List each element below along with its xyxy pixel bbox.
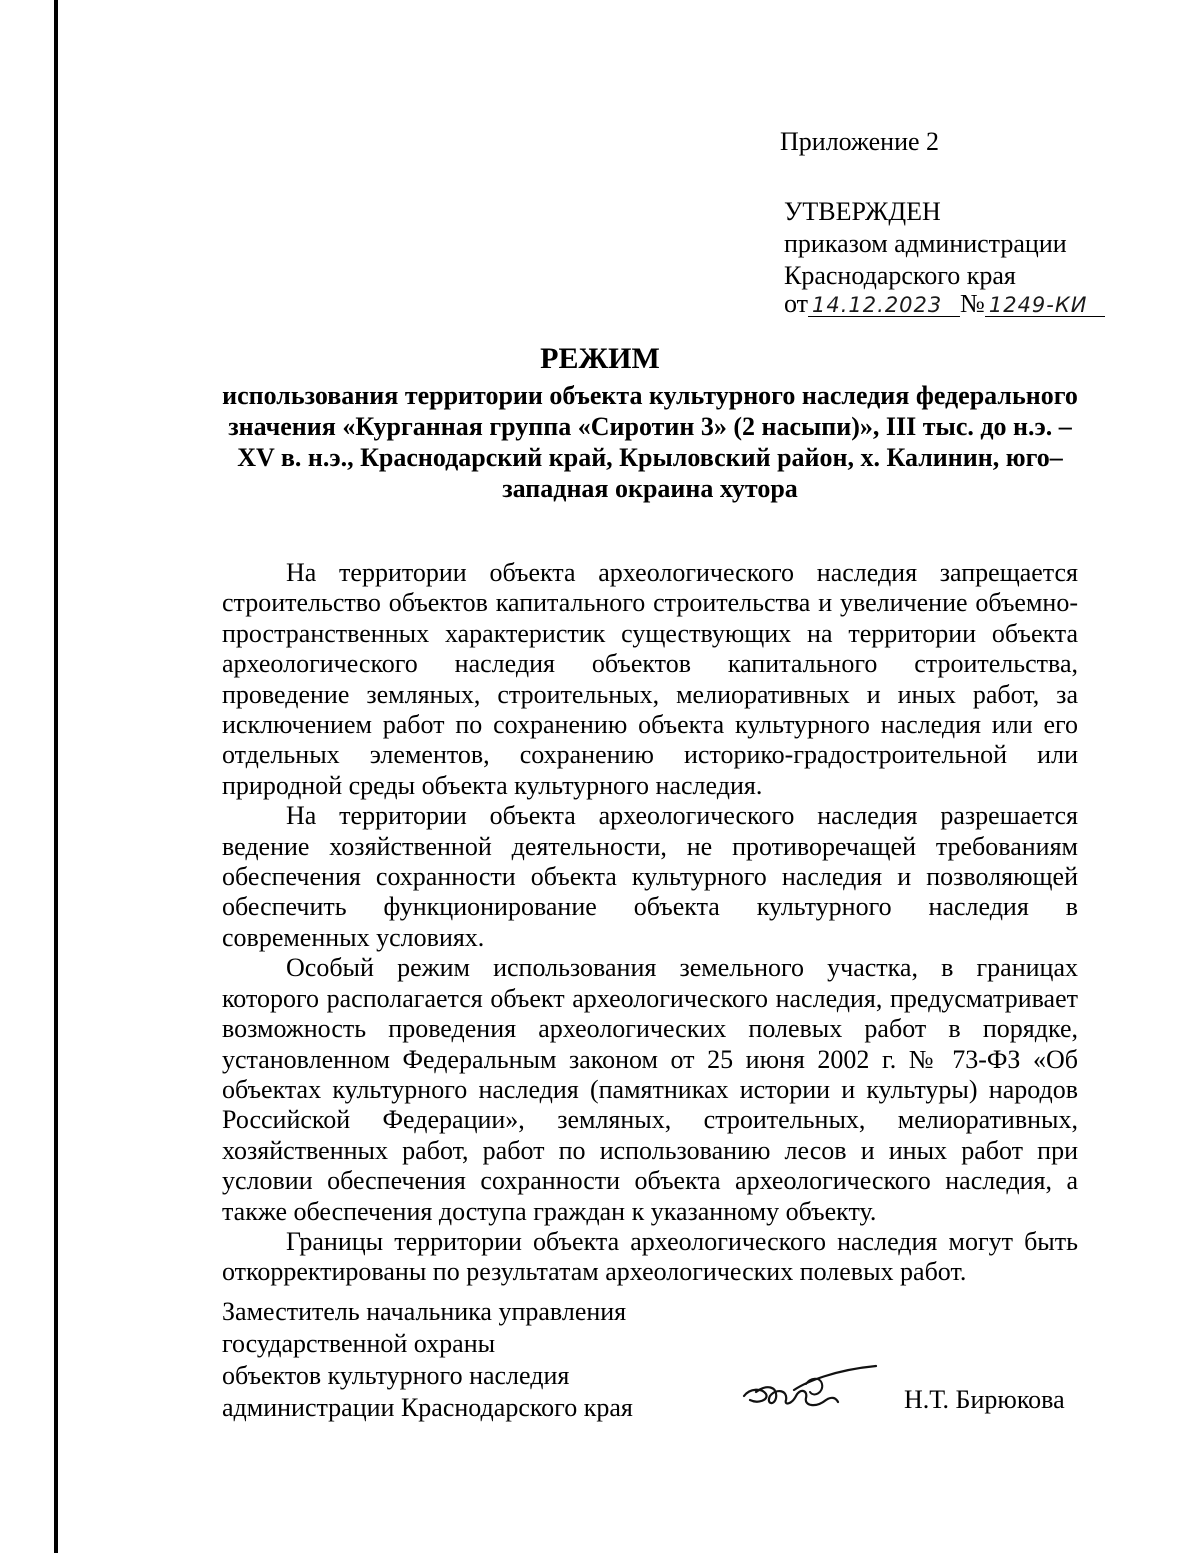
appendix-label: Приложение 2 (780, 127, 940, 156)
order-number: 1249-КИ (985, 294, 1105, 317)
approval-stamp-block (784, 196, 1067, 292)
signer-name: Н.Т. Бирюкова (904, 1385, 1065, 1414)
signer-position (222, 1296, 633, 1424)
paragraph-2: На территории объекта археологического наследия разрешается ведение хозяйственной деятельности, не противоречащей требованиям обеспечения сохранности объекта культурного наследия и позволяющей обеспечить функционирование объекта культурного наследия в современных условиях. (222, 801, 1078, 952)
signer-position-line-3: объектов культурного наследия (222, 1361, 570, 1390)
order-reference (784, 288, 1105, 320)
paragraph-4: Границы территории объекта археологического наследия могут быть откорректированы по результатам археологических полевых работ. (222, 1226, 1078, 1287)
scan-edge-line (54, 0, 58, 1553)
document-title: РЕЖИМ (540, 342, 660, 375)
paragraph-3: Особый режим использования земельного участка, в границах которого располагается объект археологического наследия, предусматривает возможность проведения археологических полевых работ в порядке, установленном Федеральным законом от 25 июня 2002 г. № 73-ФЗ «Об объектах культурного наследия (памятниках истории и культуры) народов Российской Федерации», земляных, строительных, мелиоративных, хозяйственных работ, работ по использованию лесов и иных работ при условии обеспечения сохранности объекта археологического наследия, а также обеспечения доступа граждан к указанному объекту. (222, 953, 1078, 1226)
signer-position-line-4: администрации Краснодарского края (222, 1393, 633, 1422)
paragraph-1: На территории объекта археологического наследия запрещается строительство объектов капитального строительства и увеличение объемно-пространственных характеристик существующих на территории объекта археологического наследия объектов капитального строительства, проведение земляных, строительных, мелиоративных и иных работ, за исключением работ по сохранению объекта культурного наследия или его отдельных элементов, сохранению историко-градостроительной или природной среды объекта культурного наследия. (222, 558, 1078, 800)
order-date: 14.12.2023 (808, 294, 960, 317)
order-number-prefix: № (960, 289, 985, 318)
document-body (222, 558, 1078, 1288)
order-date-prefix: от (784, 289, 809, 318)
approved-by-line-1: приказом администрации (784, 229, 1067, 258)
document-subtitle: использования территории объекта культурного наследия федерального значения «Курганная группа «Сиротин 3» (2 насыпи)», III тыс. до н.э. – XV в. н.э., Краснодарский край, Крыловский район, х. Калинин, юго–западная окраина хутора (222, 381, 1078, 503)
signer-position-line-2: государственной охраны (222, 1329, 496, 1358)
handwritten-signature (736, 1354, 886, 1424)
approved-label: УТВЕРЖДЕН (784, 197, 941, 226)
signer-position-line-1: Заместитель начальника управления (222, 1297, 627, 1326)
approved-by-line-2: Краснодарского края (784, 261, 1016, 290)
